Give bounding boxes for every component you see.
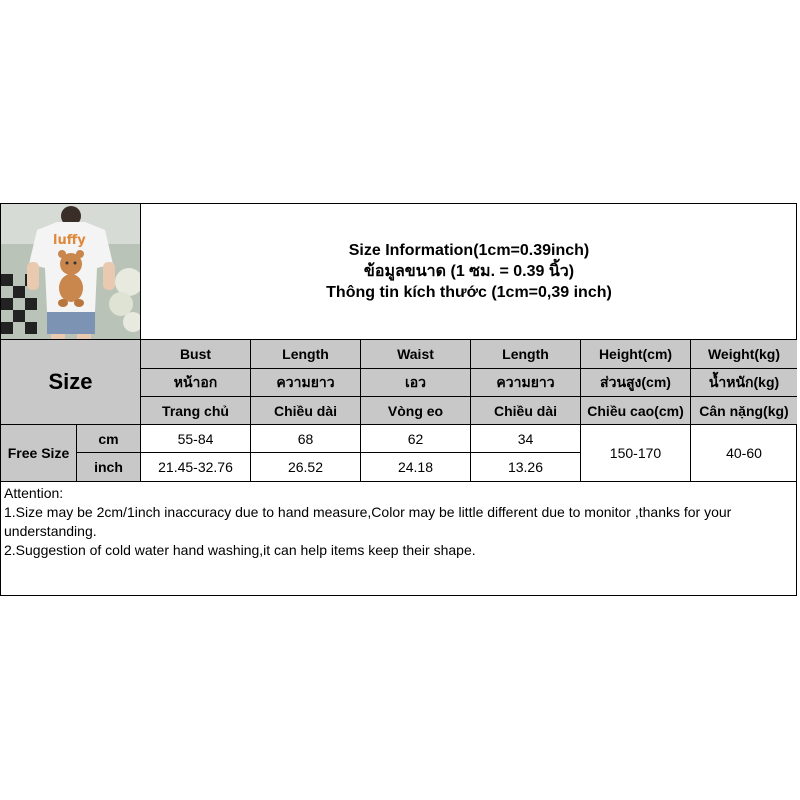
attention-note-1: 1.Size may be 2cm/1inch inaccuracy due to hand measure,Color may be little different due to monitor ,thanks for your understanding. <box>4 504 732 539</box>
header-length-th: ความยาว <box>251 369 361 397</box>
unit-inch-label: inch <box>77 453 141 482</box>
header-weight-th: น้ำหนัก(kg) <box>691 369 797 397</box>
attention-heading: Attention: <box>4 485 64 501</box>
unit-cm-label: cm <box>77 425 141 453</box>
header-length-vi: Chiều dài <box>251 397 361 425</box>
title-vietnamese: Thông tin kích thước (1cm=0,39 inch) <box>326 284 612 301</box>
svg-text:luffy: luffy <box>53 233 86 248</box>
header-length-en: Length <box>251 340 361 369</box>
inch-length2-value: 13.26 <box>471 453 581 482</box>
size-chart <box>0 203 797 596</box>
height-range-value: 150-170 <box>581 425 691 482</box>
attention-notes <box>1 482 796 595</box>
title-english: Size Information(1cm=0.39inch) <box>348 242 590 259</box>
size-info-title <box>141 204 797 340</box>
inch-length-value: 26.52 <box>251 453 361 482</box>
cm-bust-value: 55-84 <box>141 425 251 453</box>
header-length2-en: Length <box>471 340 581 369</box>
size-label: Size <box>1 340 141 425</box>
attention-note-2: 2.Suggestion of cold water hand washing,it can help items keep their shape. <box>4 542 476 558</box>
header-bust-en: Bust <box>141 340 251 369</box>
inch-waist-value: 24.18 <box>361 453 471 482</box>
header-weight-vi: Cân nặng(kg) <box>691 397 797 425</box>
header-length2-vi: Chiều dài <box>471 397 581 425</box>
cm-length2-value: 34 <box>471 425 581 453</box>
header-bust-vi: Trang chủ <box>141 397 251 425</box>
header-height-en: Height(cm) <box>581 340 691 369</box>
cm-length-value: 68 <box>251 425 361 453</box>
free-size-label: Free Size <box>1 425 77 482</box>
header-height-th: ส่วนสูง(cm) <box>581 369 691 397</box>
inch-bust-value: 21.45-32.76 <box>141 453 251 482</box>
header-waist-vi: Vòng eo <box>361 397 471 425</box>
product-photo <box>1 204 141 340</box>
header-waist-th: เอว <box>361 369 471 397</box>
cm-waist-value: 62 <box>361 425 471 453</box>
header-bust-th: หน้าอก <box>141 369 251 397</box>
header-weight-en: Weight(kg) <box>691 340 797 369</box>
title-thai: ข้อมูลขนาด (1 ซม. = 0.39 นิ้ว) <box>363 263 575 280</box>
header-waist-en: Waist <box>361 340 471 369</box>
header-length2-th: ความยาว <box>471 369 581 397</box>
header-height-vi: Chiều cao(cm) <box>581 397 691 425</box>
weight-range-value: 40-60 <box>691 425 797 482</box>
tshirt-bear-image <box>1 204 141 340</box>
